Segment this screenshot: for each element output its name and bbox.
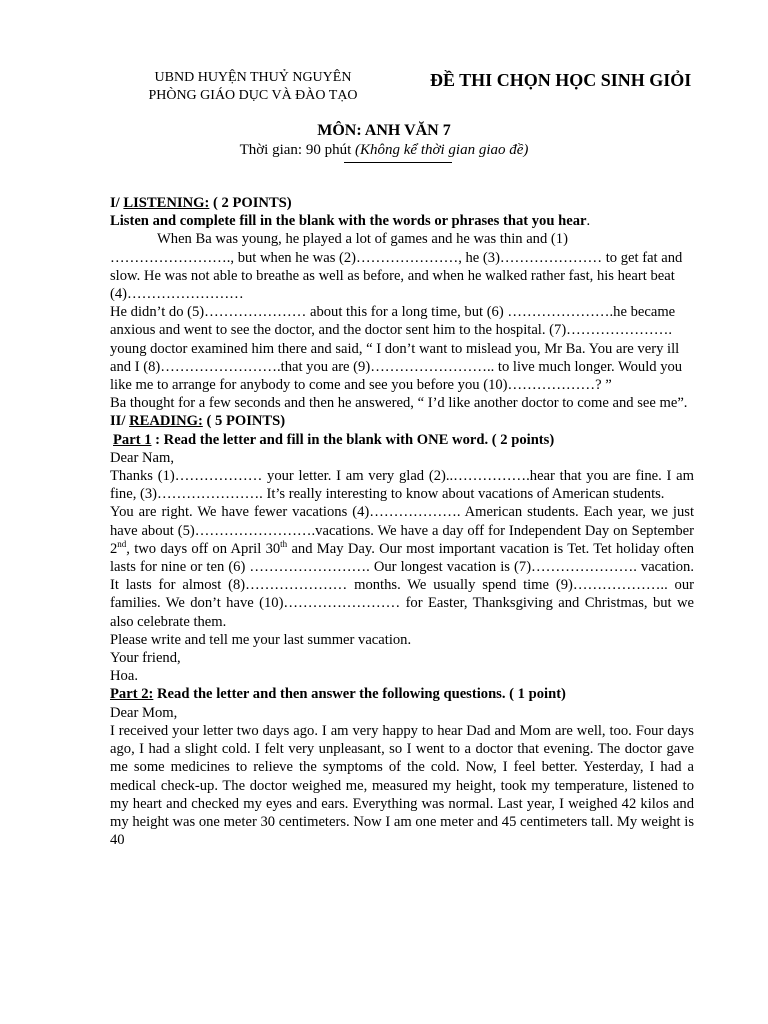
listening-points: ( 2 POINTS) — [209, 195, 292, 211]
listening-number: I/ — [110, 195, 124, 211]
time-note: (Không kể thời gian giao đề) — [355, 142, 529, 158]
letter1-paragraph-1: Thanks (1)……………… your letter. I am very glad (2)..…………….hear that you are fine. I am fine, (3)…………………. It’s really interesting to know about vacations of American students. — [110, 468, 694, 503]
exam-body — [110, 194, 694, 849]
title-divider — [344, 162, 452, 163]
letter1-p2-b: , two days off on April 30 — [126, 540, 281, 557]
letter1-p2-c: and May Day. Our most important vacation is Tet. Tet holiday often lasts for nine or ten (6) ……………………. Our longest vacation is (7)…………………. vacation. It lasts for almost (8)………………… months. We usually spend time (9)……………….. our families. We don’t have (10)…………………… for Easter, Thanksgiving and Christmas, but we also celebrate them. — [110, 540, 695, 630]
listening-paragraph-2: He didn’t do (5)………………… about this for a long time, but (6) ………………….he became anxious and went to see the doctor, and the doctor sent him to the hospital. (7)…………………. young doctor examined him there and said, “ I don’t want to mislead you, Mr Ba. You are very ill and I (8)…………………….that you are (9)…………………….. to live much longer. Would you like me to arrange for anybody to come and see you before you (10)………………? ” — [110, 304, 683, 394]
letter1-paragraph-2 — [110, 503, 694, 630]
reading-points: ( 5 POINTS) — [202, 413, 286, 430]
letter2-paragraph-1: I received your letter two days ago. I am very happy to hear Dad and Mom are well, too. Four days ago, I had a slight cold. I felt very unpleasant, so I went to a doctor that evening. The doctor gave me some medicines to relieve the symptoms of the cold. Now, I feel better. Yesterday, I had a medical check-up. The doctor weighed me, measured my height, took my temperature, listened to my heart and checked my eyes and ears. Everything was normal. Last year, I weighed 42 kilos and my height was one meter 30 centimeters. Now I am one meter and 45 centimeters tall. My weight is 40 — [110, 722, 694, 849]
listening-heading — [110, 194, 694, 212]
issuing-office — [128, 69, 378, 105]
subject-title: MÔN: ANH VĂN 7 — [317, 122, 451, 139]
part2-label: Part 2: — [110, 686, 154, 703]
exam-title: ĐỀ THI CHỌN HỌC SINH GIỎI — [430, 70, 692, 90]
ordinal-suffix-th: th — [280, 539, 288, 549]
letter2-greeting: Dear Mom, — [110, 704, 178, 721]
letter1-closing: Your friend, — [110, 650, 181, 667]
org-line-1: UBND HUYỆN THUỶ NGUYÊN — [154, 70, 352, 85]
listening-instruction-text: Listen and complete fill in the blank with the words or phrases that you hear — [110, 213, 587, 230]
reading-number: II/ — [110, 413, 130, 430]
listening-paragraph-3: Ba thought for a few seconds and then he answered, “ I’d like another doctor to come and see me”. — [110, 395, 688, 412]
part1-heading — [110, 431, 694, 449]
part2-heading — [110, 685, 694, 703]
time-label: Thời gian: 90 phút — [239, 142, 356, 158]
listening-instruction-end: . — [586, 213, 591, 230]
part2-instruction: Read the letter and then answer the following questions. ( 1 point) — [153, 686, 566, 703]
listening-title: LISTENING: — [123, 195, 210, 211]
listening-instruction — [110, 212, 694, 230]
reading-title: READING: — [129, 413, 203, 430]
part1-label: Part 1 — [113, 431, 152, 448]
letter1-p2-a: You are right. We have fewer vacations (4)………………. American students. Each year, we just have about (5)…………………….vacations. We have a day off for Independent Day on September 2 — [110, 504, 694, 557]
letter1-paragraph-3: Please write and tell me your last summer vacation. — [110, 631, 412, 648]
time-line — [0, 141, 768, 159]
part1-instruction: : Read the letter and fill in the blank with ONE word. ( 2 points) — [151, 431, 555, 448]
listening-paragraph-1: When Ba was young, he played a lot of games and he was thin and (1) ……………………., but when he was (2)…………………, he (3)………………… to get fat and slow. He was not able to breathe as well as before, and when he walked rather fast, his heart beat (4)…………………… — [110, 231, 683, 303]
letter1-signature: Hoa. — [110, 668, 138, 685]
letter1-greeting: Dear Nam, — [110, 449, 175, 466]
org-line-2: PHÒNG GIÁO DỤC VÀ ĐÀO TẠO — [148, 88, 358, 103]
reading-heading — [110, 412, 694, 430]
ordinal-suffix-nd: nd — [117, 539, 127, 549]
